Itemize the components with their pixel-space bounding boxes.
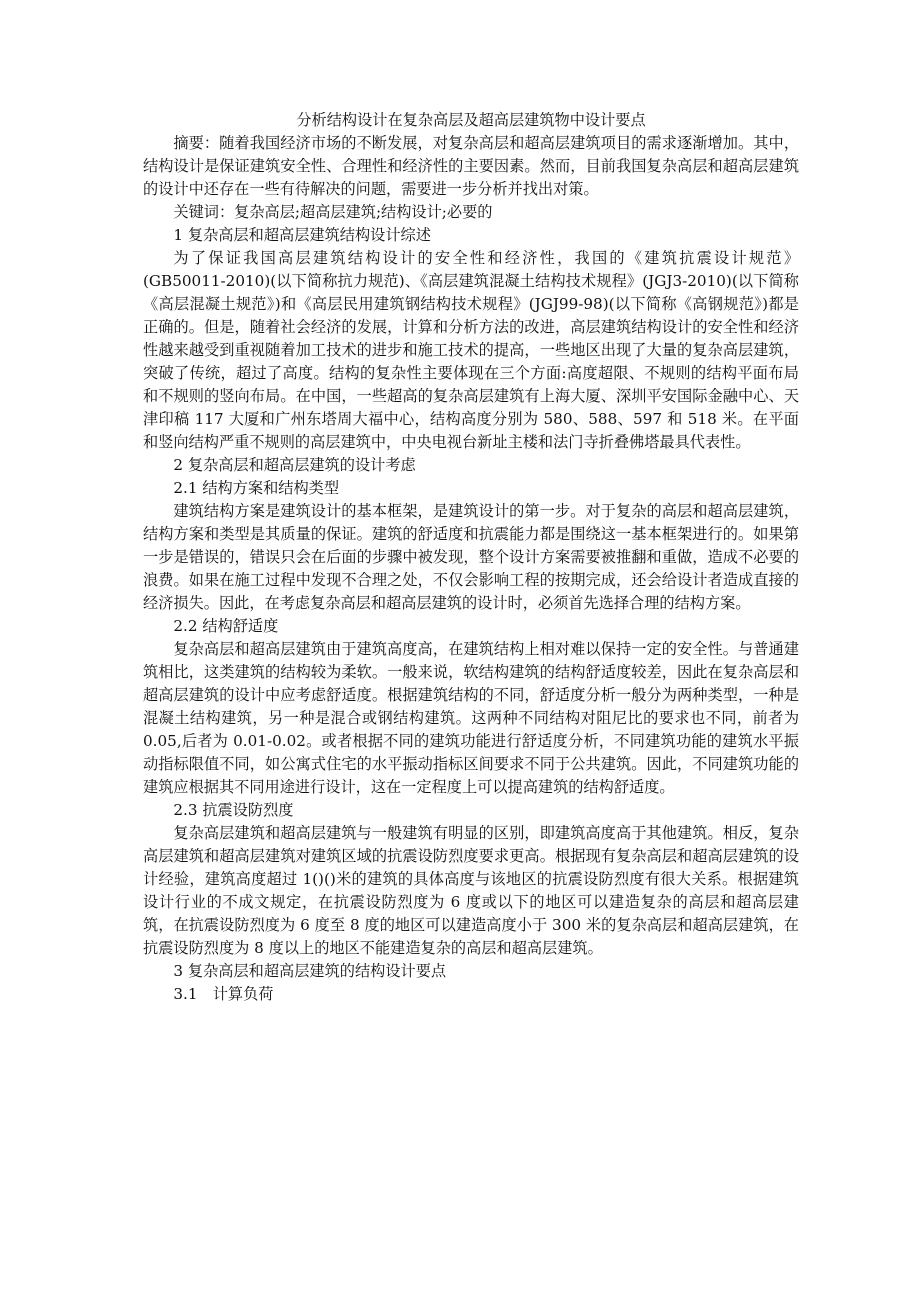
section-heading-2-1: 2.1 结构方案和结构类型 bbox=[173, 479, 340, 497]
section-2-3-paragraph: 复杂高层建筑和超高层建筑与一般建筑有明显的区别，即建筑高度高于其他建筑。相反，复杂高层建筑和超高层建筑对建筑区域的抗震设防烈度要求更高。根据现有复杂高层和超高层建筑的设计经验，建筑高度超过 1()()米的建筑的具体高度与该地区的抗震设防烈度有很大关系。根据建筑设计行业的不成文规定，在抗震设防烈度为 6 度或以下的地区可以建造复杂的高层和超高层建筑，在抗震设防烈度为 6 度至 8 度的地区可以建造高度小于 300 米的复杂高层和超高层建筑，在抗震设防烈度为 8 度以上的地区不能建造复杂的高层和超高层建筑。 bbox=[143, 824, 799, 957]
section-heading-2: 2 复杂高层和超高层建筑的设计考虑 bbox=[173, 456, 416, 474]
section-1-paragraph: 为了保证我国高层建筑结构设计的安全性和经济性，我国的《建筑抗震设计规范》(GB50011-2010)(以下简称抗力规范)、《高层建筑混凝土结构技术规程》(JGJ3-2010)(以下简称《高层混凝土规范》)和《高层民用建筑钢结构技术规程》(JGJ99-98)(以下简称《高钢规范》)都是正确的。但是，随着社会经济的发展，计算和分析方法的改进，高层建筑结构设计的安全性和经济性越来越受到重视随着加工技术的进步和施工技术的提高，一些地区出现了大量的复杂高层建筑，突破了传统，超过了高度。结构的复杂性主要体现在三个方面:高度超限、不规则的结构平面布局和不规则的竖向布局。在中国，一些超高的复杂高层建筑有上海大厦、深圳平安国际金融中心、天津印稿 117 大厦和广州东塔周大福中心，结构高度分别为 580、588、597 和 518 米。在平面和竖向结构严重不规则的高层建筑中，中央电视台新址主楼和法门寺折叠佛塔最具代表性。 bbox=[143, 249, 799, 451]
section-2-1-paragraph: 建筑结构方案是建筑设计的基本框架，是建筑设计的第一步。对于复杂的高层和超高层建筑，结构方案和类型是其质量的保证。建筑的舒适度和抗震能力都是围绕这一基本框架进行的。如果第一步是错误的，错误只会在后面的步骤中被发现，整个设计方案需要被推翻和重做，造成不必要的浪费。如果在施工过程中发现不合理之处，不仅会影响工程的按期完成，还会给设计者造成直接的经济损失。因此，在考虑复杂高层和超高层建筑的设计时，必须首先选择合理的结构方案。 bbox=[143, 502, 799, 612]
section-2-2-paragraph: 复杂高层和超高层建筑由于建筑高度高，在建筑结构上相对难以保持一定的安全性。与普通建筑相比，这类建筑的结构较为柔软。一般来说，软结构建筑的结构舒适度较差，因此在复杂高层和超高层建筑的设计中应考虑舒适度。根据建筑结构的不同，舒适度分析一般分为两种类型，一种是混凝土结构建筑，另一种是混合或钢结构建筑。这两种不同结构对阻尼比的要求也不同，前者为 0.05,后者为 0.01-0.02。或者根据不同的建筑功能进行舒适度分析，不同建筑功能的建筑水平振动指标限值不同，如公寓式住宅的水平振动指标区间要求不同于公共建筑。因此，不同建筑功能的建筑应根据其不同用途进行设计，这在一定程度上可以提高建筑的结构舒适度。 bbox=[143, 640, 799, 796]
keywords-line: 关键词：复杂高层;超高层建筑;结构设计;必要的 bbox=[173, 203, 493, 221]
document-body bbox=[143, 109, 799, 1006]
section-heading-3: 3 复杂高层和超高层建筑的结构设计要点 bbox=[173, 962, 447, 980]
section-heading-2-3: 2.3 抗震设防烈度 bbox=[173, 801, 294, 819]
abstract-paragraph: 摘要：随着我国经济市场的不断发展，对复杂高层和超高层建筑项目的需求逐渐增加。其中，结构设计是保证建筑安全性、合理性和经济性的主要因素。然而，目前我国复杂高层和超高层建筑的设计中还存在一些有待解决的问题，需要进一步分析并找出对策。 bbox=[143, 134, 799, 198]
section-heading-1: 1 复杂高层和超高层建筑结构设计综述 bbox=[173, 226, 431, 244]
document-title: 分析结构设计在复杂高层及超高层建筑物中设计要点 bbox=[296, 111, 646, 129]
section-heading-3-1: 3.1 计算负荷 bbox=[173, 985, 274, 1003]
section-heading-2-2: 2.2 结构舒适度 bbox=[173, 617, 279, 635]
